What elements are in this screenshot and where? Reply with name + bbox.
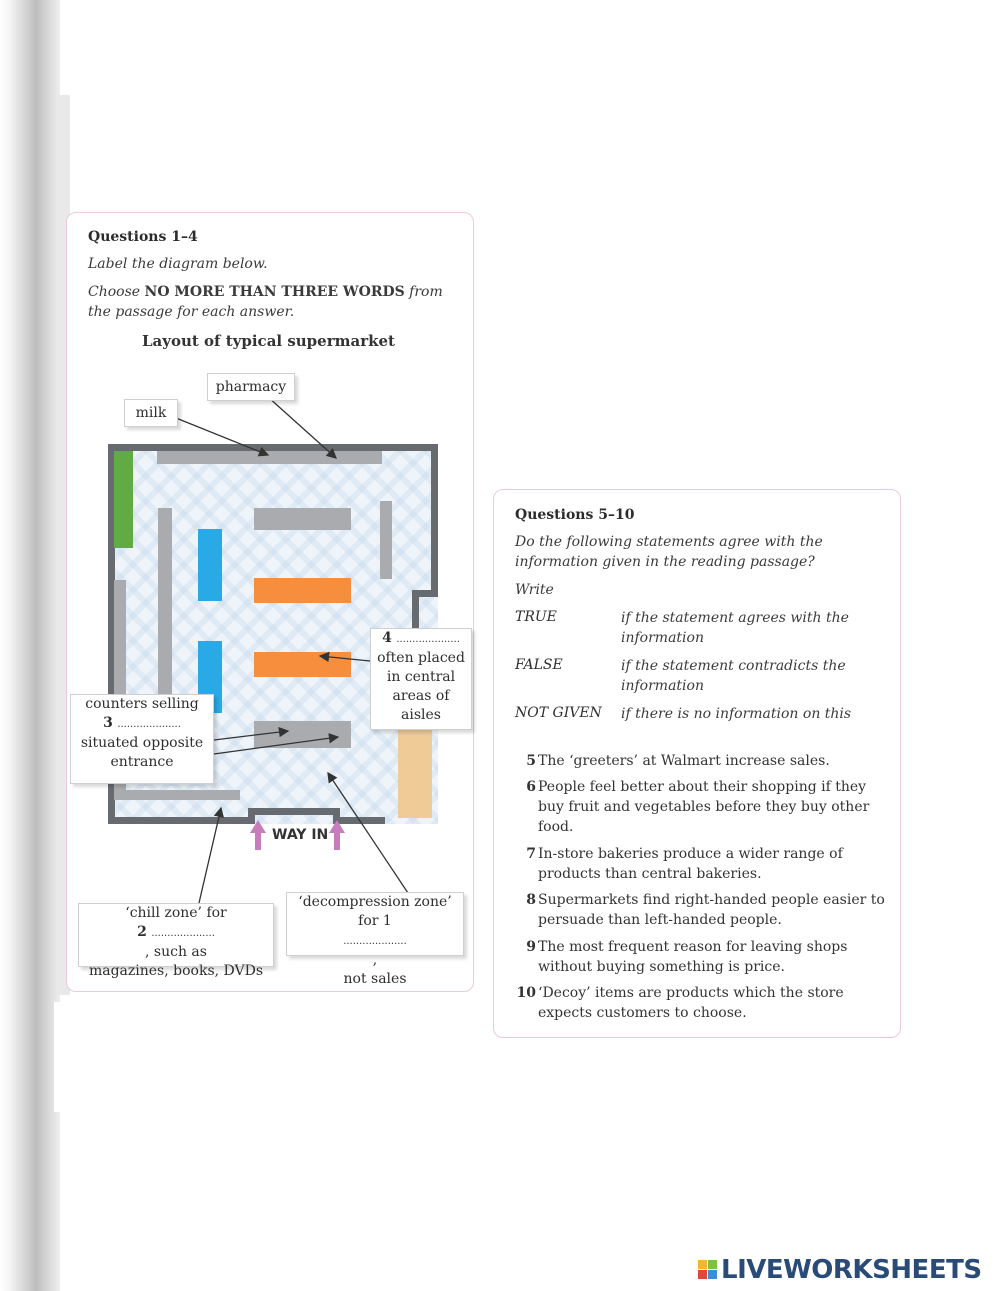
statement-5[interactable]: 5 The ‘greeters’ at Walmart increase sales.	[526, 753, 830, 769]
instruction-word-limit: Choose NO MORE THAN THREE WORDS from the passage for each answer.	[88, 284, 443, 320]
instruction-write: Write	[515, 582, 554, 598]
milk-label: milk	[124, 399, 178, 427]
instruction-label-diagram: Label the diagram below.	[88, 256, 268, 272]
q4-label-box: 4 .................... often placed in central areas of aisles	[370, 628, 472, 730]
q2-arrow	[199, 808, 221, 903]
option-true-key: TRUE	[515, 609, 557, 625]
diagram-title: Layout of typical supermarket	[142, 332, 395, 350]
way-in-label: WAY IN	[272, 827, 329, 843]
instruction-agree: Do the following statements agree with the information given in the reading passage?	[515, 534, 823, 570]
q4-answer-field[interactable]: 4 ....................	[382, 630, 460, 646]
liveworksheets-brand[interactable]: LIVEWORKSHEETS	[721, 1255, 982, 1285]
statement-6[interactable]: 6 People feel better about their shopping if they buy fruit and vegetables before they buy other food.	[526, 779, 870, 835]
option-true-desc: if the statement agrees with the information	[621, 610, 849, 646]
q3-answer-field[interactable]: 3 ....................	[103, 715, 181, 731]
pharmacy-arrow	[268, 397, 336, 458]
q2-answer-field[interactable]: 2 .................... , such as	[137, 924, 215, 960]
liveworksheets-logo-icon	[698, 1256, 718, 1286]
q3-arrow-2	[214, 737, 338, 754]
questions-1-4-heading: Questions 1–4	[88, 229, 198, 245]
option-false-desc: if the statement contradicts the information	[621, 658, 846, 694]
q3-arrow-1	[214, 731, 288, 740]
option-not-given-desc: if there is no information on this	[621, 706, 852, 722]
milk-arrow	[176, 418, 268, 455]
statement-9[interactable]: 9 The most frequent reason for leaving shops without buying something is price.	[526, 939, 848, 975]
statement-10[interactable]: 10 ‘Decoy’ items are products which the store expects customers to choose.	[516, 985, 844, 1021]
q1-arrow	[328, 773, 410, 896]
option-false-key: FALSE	[515, 657, 563, 673]
way-in-left-arrow	[250, 820, 266, 850]
blank-cutout	[54, 1002, 384, 1112]
option-not-given-key: NOT GIVEN	[515, 705, 602, 721]
q2-label-box: ‘chill zone’ for 2 .................... , such as magazines, books, DVDs	[78, 903, 274, 967]
questions-5-10-heading: Questions 5–10	[515, 507, 635, 523]
statement-8[interactable]: 8 Supermarkets find right-handed people easier to persuade than left-handed people.	[526, 892, 885, 928]
pharmacy-label: pharmacy	[207, 373, 295, 401]
q1-label-box: ‘decompression zone’ for 1 .................... , not sales	[286, 892, 464, 956]
way-in-right-arrow	[329, 820, 345, 850]
statement-7[interactable]: 7 In-store bakeries produce a wider range of products than central bakeries.	[526, 846, 843, 882]
q1-answer-field[interactable]: for 1 .................... ,	[343, 913, 407, 968]
q4-arrow	[320, 656, 370, 661]
q3-label-box: counters selling 3 .................... situated opposite entrance	[70, 694, 214, 784]
